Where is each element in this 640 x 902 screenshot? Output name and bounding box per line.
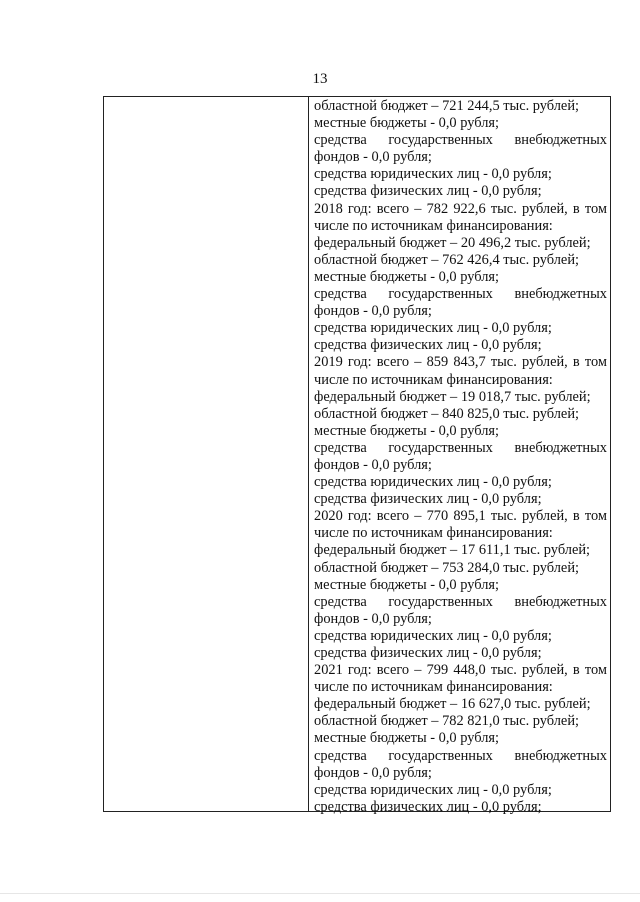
funding-line: федеральный бюджет – 20 496,2 тыс. рублей; [314,234,591,251]
funding-line: 2018 год: всего – 782 922,6 тыс. рублей, в том [314,200,607,217]
funding-line: областной бюджет – 782 821,0 тыс. рублей; [314,713,580,730]
funding-line: средства юридических лиц - 0,0 рубля; [314,781,552,798]
funding-line: 2021 год: всего – 799 448,0 тыс. рублей, в том [314,662,607,679]
funding-line: средства государственных внебюджетных [314,593,607,610]
page-bottom-rule [0,893,640,894]
funding-line: средства государственных внебюджетных [314,747,607,764]
funding-line: средства государственных внебюджетных [314,132,607,149]
funding-line: местные бюджеты - 0,0 рубля; [314,730,499,747]
funding-line: федеральный бюджет – 17 611,1 тыс. рублей; [314,542,591,559]
funding-line: федеральный бюджет – 19 018,7 тыс. рублей; [314,388,591,405]
funding-line: средства физических лиц - 0,0 рубля; [314,337,542,354]
funding-line: фондов - 0,0 рубля; [314,149,432,166]
funding-line: 2020 год: всего – 770 895,1 тыс. рублей, в том [314,508,607,525]
funding-line: средства юридических лиц - 0,0 рубля; [314,320,552,337]
funding-line: средства физических лиц - 0,0 рубля; [314,491,542,508]
funding-line: областной бюджет – 721 244,5 тыс. рублей; [314,98,580,114]
funding-table [103,96,611,815]
funding-line: областной бюджет – 840 825,0 тыс. рублей; [314,405,580,422]
funding-line: средства государственных внебюджетных [314,439,607,456]
funding-line: числе по источникам финансирования: [314,525,553,542]
funding-line: фондов - 0,0 рубля; [314,610,432,627]
funding-line: фондов - 0,0 рубля; [314,303,432,320]
table-left-cell [104,97,308,811]
funding-line: средства физических лиц - 0,0 рубля; [314,798,542,815]
funding-line: средства юридических лиц - 0,0 рубля; [314,474,552,491]
funding-line: местные бюджеты - 0,0 рубля; [314,422,499,439]
funding-line: средства физических лиц - 0,0 рубля; [314,645,542,661]
funding-line: федеральный бюджет – 16 627,0 тыс. рублей; [314,696,591,713]
funding-line: местные бюджеты - 0,0 рубля; [314,268,499,285]
funding-line: фондов - 0,0 рубля; [314,764,432,781]
funding-line: средства государственных внебюджетных [314,286,607,303]
page-number: 13 [312,71,328,87]
funding-line: числе по источникам финансирования: [314,217,553,234]
funding-line: средства юридических лиц - 0,0 рубля; [314,627,552,644]
funding-line: местные бюджеты - 0,0 рубля; [314,576,499,593]
funding-line: фондов - 0,0 рубля; [314,456,432,473]
column-divider [308,97,309,811]
funding-line: средства юридических лиц - 0,0 рубля; [314,166,552,183]
funding-line: числе по источникам финансирования: [314,371,553,388]
table-right-cell [314,98,607,816]
funding-line: средства физических лиц - 0,0 рубля; [314,183,542,200]
funding-line: областной бюджет – 762 426,4 тыс. рублей; [314,251,580,268]
funding-line: областной бюджет – 753 284,0 тыс. рублей; [314,559,580,576]
funding-line: местные бюджеты - 0,0 рубля; [314,115,499,132]
funding-line: 2019 год: всего – 859 843,7 тыс. рублей, в том [314,354,607,371]
funding-line: числе по источникам финансирования: [314,679,553,696]
